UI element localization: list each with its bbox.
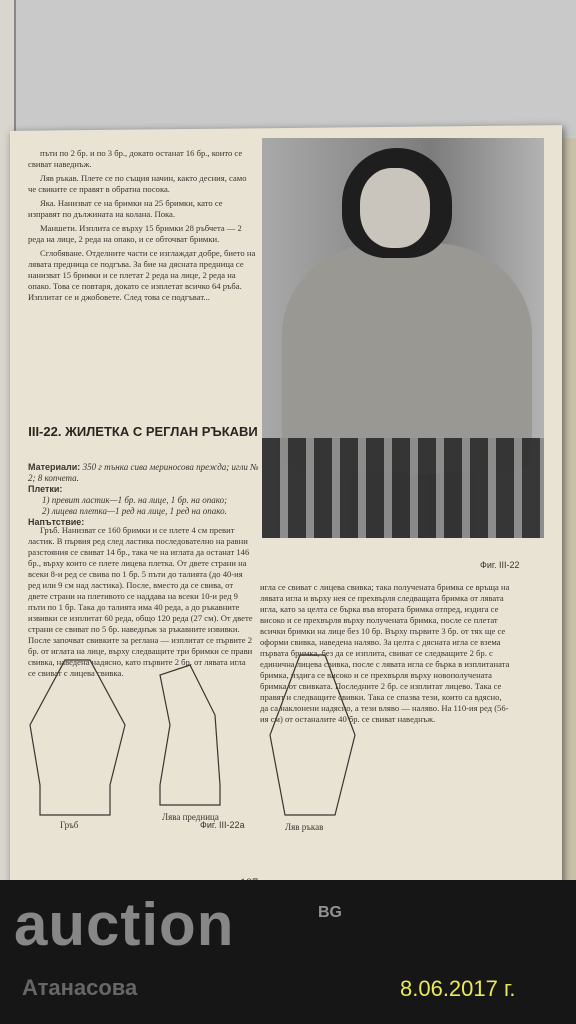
knit-item: 2) лицева плетка—1 ред на лице, 1 ред на опако. [42,506,227,516]
back-pattern [30,660,125,815]
figure-caption: Фиг. III-22 [480,560,520,570]
background-wall [0,0,576,140]
front-pattern [160,665,220,805]
paragraph: Сглобяване. Отделните части се изглаждат добре, бието на лявата предница се подгъва. За бие на дясната предница се нанизват 15 бримки и се плетат 2 реда на лице, 2 реда на опако. Това се повтаря, докато се изплетат всичко 64 ръба. Изплитат се и джобовете. След това се подгъват... [28,248,256,302]
materials-label: Материали: [28,462,81,472]
model-photo [262,138,544,538]
figure-caption: Фиг. III-22а [200,820,245,830]
knits-label: Плетки: [28,484,63,494]
instructions-label: Напътствие: [28,517,85,527]
pattern-diagrams [10,645,380,835]
paragraph: Маншети. Изплита се върху 15 бримки 28 ръбчета — 2 реда на лице, 2 реда на опако, и се обточват бримки. [28,223,242,244]
paragraph: пъти по 2 бр. и по 3 бр., докато останат 16 бр., които се свиват наведнъж. [28,148,243,169]
paragraph: игла се свиват с лицева свивка; така получената бримка се връща на лявата игла и върху нея се прехвърля следващата бримка от лявата игла, като за целта се бърка във втората бримка отпред, издига се високо и се прехвърля върху получената бримка, после се плетат всички бримки на лице без 10 бр. Върху първите 3 бр. от тях ще се оформи свивка, наведена наляво. За целта с дясната игла се взема първата бримка, без да се изплита, свиват се следващите 2 бр. с единична лицева свивка, после с лявата игла се бърка в изплитаната бримка, издига се високо и се прехвърля върху новополучената бримка от свивката. Последните 2 бр. се изплитат лицево. Така се правят и следващите свивки. Така се спазва тези, които са вдясно, да са наклонени надясно, а тези вляво — наляво. На 110-ия ред (56-ия см) от останалите 40 бр. се свиват наведнъж. [260,582,510,724]
paragraph: Ляв ръкав. Плете се по същия начин, както десния, само че свиките се правят в обратна посока. [28,173,247,194]
sleeve-pattern [270,655,355,815]
face-shape [360,168,430,248]
watermark: auction [14,891,235,958]
top-text-column [28,148,256,306]
paragraph: Гръб. Нанизват се 160 бримки и се плете 4 см превит ластик. В първия ред след ластика последователно на равни разстояния се свиват 14 бр., така че на иглата да останат 146 бр., върху които се плете лицева плетка. От двете страни на всеки 8-и ред се свива по 1 бр. 5 пъти до талията (до 40-ия ред или 9 см над ластика). После, вместо да се свива, от двете страни на плетивото се наддава на всеки 10-и ред 9 пъти по 1 бр. Така до талията има 40 реда, а до ръкавните извивки се изплитат 60 реда, общо 120 реда (27 см). От двете страни се свиват по 5 бр. наведнъж за ръкавните извивки. После започват свивките за реглана — изплитат се първите 2 бр. от иглата на лице, върху следващите три бримки се прави свивка, наведена надясно, като първите 2 бр. от лявата игла се свиват с лицева свивка. [28,525,253,678]
plaid-skirt [262,438,544,538]
materials-text: 350 г тънка сива мериносова прежда; игли № 2; 8 копчета. [28,462,259,483]
diagram-label: Гръб [60,820,79,830]
diagram-label: Ляв ръкав [285,822,324,832]
knit-item: 1) превит ластик—1 бр. на лице, 1 бр. на опако; [42,495,228,505]
watermark-bg: BG [318,904,342,921]
materials-block [28,462,268,528]
date-stamp: 8.06.2017 г. [400,976,516,1001]
watermark-name: Атанасова [22,975,138,1000]
diagram-label: Лява предница [162,812,219,822]
paragraph: Яка. Нанизват се на бримки на 25 бримки, като се изправят по дължината на колана. Пока. [28,198,223,219]
section-heading: III-22. ЖИЛЕТКА С РЕГЛАН РЪКАВИ [28,424,258,439]
